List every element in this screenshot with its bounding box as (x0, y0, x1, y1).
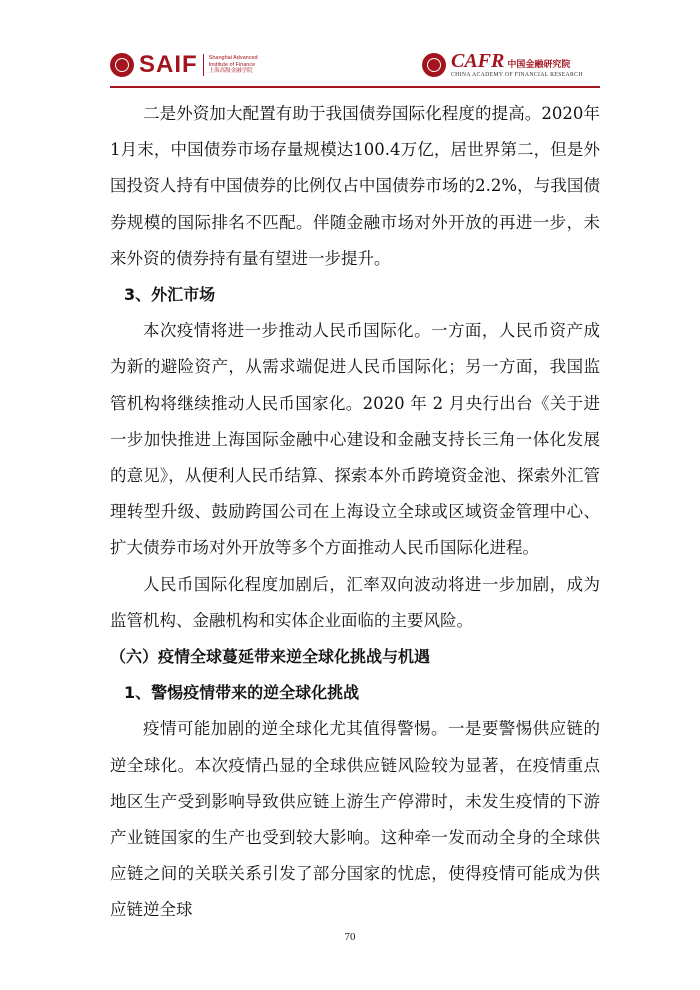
heading-deglobalization-challenge: 1、警惕疫情带来的逆全球化挑战 (124, 683, 360, 703)
cafr-chinese-name: 中国金融研究院 (507, 60, 571, 70)
header-divider (110, 86, 600, 88)
saif-divider (203, 54, 204, 76)
paragraph-supply-chain: 疫情可能加剧的逆全球化尤其值得警惕。一是要警惕供应链的逆全球化。本次疫情凸显的全球供应链风险较为显著，在疫情重点地区生产受到影响导致供应链上游生产停滞时，未发生疫情的下游产业链国家的生产也受到较大影响。这种牵一发而动全身的全球供应链之间的关联关系引发了部分国家的忧虑，使得疫情可能成为供应链逆全球 (110, 719, 600, 920)
saif-subtitle-line-3: 上海高级金融学院 (208, 68, 253, 75)
page-number: 70 (344, 931, 356, 943)
cafr-text (451, 51, 583, 79)
saif-logo (110, 50, 258, 80)
page-content (110, 96, 600, 929)
cafr-english-name: CHINA ACADEMY OF FINANCIAL RESEARCH (451, 72, 583, 78)
cafr-logo (422, 50, 583, 80)
saif-wordmark: SAIF (139, 51, 198, 78)
page-header (0, 0, 700, 95)
saif-seal-icon (110, 53, 134, 77)
paragraph-rmb-internationalization: 本次疫情将进一步推动人民币国际化。一方面，人民币资产成为新的避险资产，从需求端促进人民币国际化；另一方面，我国监管机构将继续推动人民币国家化。2020 年 2 月央行出台《关于进一步加快推进上海国际金融中心建设和金融支持长三角一体化发展的意见》，从便利人民币结算、探索本外币跨境资金池、探索外汇管理转型升级、鼓励跨国公司在上海设立全球或区域资金管理中心、扩大债券市场对外开放等多个方面推动人民币国际化进程。 (110, 321, 600, 558)
cafr-title-row (451, 51, 583, 71)
saif-subtitle-line-1: Shanghai Advanced (208, 55, 258, 62)
heading-section-six: （六）疫情全球蔓延带来逆全球化挑战与机遇 (110, 647, 431, 667)
cafr-wordmark: CAFR (451, 50, 505, 72)
heading-fx-market: 3、外汇市场 (124, 285, 216, 305)
saif-subtitle-line-2: Institute of Finance (208, 61, 256, 68)
saif-subtitle (209, 55, 258, 75)
cafr-seal-icon (422, 53, 446, 77)
paragraph-foreign-bond-holdings: 二是外资加大配置有助于我国债券国际化程度的提高。2020年1月末，中国债券市场存量规模达100.4万亿，居世界第二，但是外国投资人持有中国债券的比例仅占中国债券市场的2.2%，与我国债券规模的国际排名不匹配。伴随金融市场对外开放的再进一步，未来外资的债券持有量有望进一步提升。 (110, 104, 600, 268)
paragraph-exchange-rate-risk: 人民币国际化程度加剧后，汇率双向波动将进一步加剧，成为监管机构、金融机构和实体企业面临的主要风险。 (110, 574, 600, 630)
